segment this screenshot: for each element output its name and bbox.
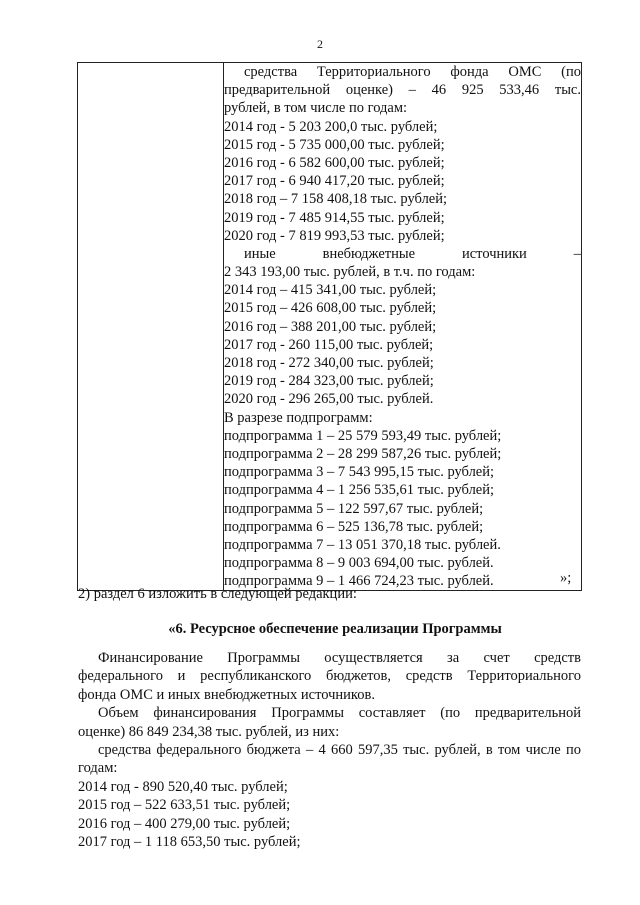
box-line: подпрограмма 1 – 25 579 593,49 тыс. рублей; <box>224 427 502 444</box>
body-line: фонда ОМС и иных внебюджетных источников. <box>78 686 375 703</box>
box-line: 2015 год - 5 735 000,00 тыс. рублей; <box>224 136 445 153</box>
box-line: подпрограмма 8 – 9 003 694,00 тыс. рублей. <box>224 555 494 572</box>
body-line: 2016 год – 400 279,00 тыс. рублей; <box>78 815 291 832</box>
body-line: Объем финансирования Программы составляет (по предварительной <box>98 705 581 722</box>
box-line: подпрограмма 5 – 122 597,67 тыс. рублей; <box>224 500 484 517</box>
box-line: подпрограмма 3 – 7 543 995,15 тыс. рублей; <box>224 464 495 481</box>
box-line: рублей, в том числе по годам: <box>224 100 408 117</box>
page-number: 2 <box>317 37 323 51</box>
box-line: В разрезе подпрограмм: <box>224 409 373 426</box>
box-line: подпрограмма 7 – 13 051 370,18 тыс. рублей. <box>224 536 501 553</box>
box-line: 2020 год - 7 819 993,53 тыс. рублей; <box>224 227 445 244</box>
box-line: 2017 год - 6 940 417,20 тыс. рублей; <box>224 173 445 190</box>
section-heading: «6. Ресурсное обеспечение реализации Программы <box>168 621 502 637</box>
box-line: подпрограмма 6 – 525 136,78 тыс. рублей; <box>224 518 484 535</box>
body-line: федерального и республиканского бюджетов, средств Территориального <box>78 668 581 685</box>
table-content-cell <box>224 63 582 591</box>
body-line: средства федерального бюджета – 4 660 597,35 тыс. рублей, в том числе по <box>98 741 581 758</box>
box-line: 2019 год - 284 323,00 тыс. рублей; <box>224 373 434 390</box>
table-row <box>78 63 582 591</box>
body-line: годам: <box>78 760 118 777</box>
box-line: 2014 год – 415 341,00 тыс. рублей; <box>224 282 437 299</box>
funding-table <box>77 62 582 591</box>
body-line: 2014 год - 890 520,40 тыс. рублей; <box>78 778 288 795</box>
box-line: 2020 год - 296 265,00 тыс. рублей. <box>224 391 434 408</box>
box-line: 2018 год – 7 158 408,18 тыс. рублей; <box>224 191 448 208</box>
body-line: 2017 год – 1 118 653,50 тыс. рублей; <box>78 833 301 850</box>
box-line: 2 343 193,00 тыс. рублей, в т.ч. по годам: <box>224 264 476 281</box>
box-line: подпрограмма 9 – 1 466 724,23 тыс. рублей. <box>224 573 494 590</box>
box-line: 2018 год - 272 340,00 тыс. рублей; <box>224 355 434 371</box>
box-line: 2015 год – 426 608,00 тыс. рублей; <box>224 300 437 317</box>
box-line: 2016 год - 6 582 600,00 тыс. рублей; <box>224 154 445 171</box>
closing-quote: »; <box>560 570 572 586</box>
body-line: 2015 год – 522 633,51 тыс. рублей; <box>78 797 291 814</box>
box-line: предварительной оценке) – 46 925 533,46 тыс. <box>224 82 581 99</box>
table-label-cell <box>78 63 224 591</box>
section-body <box>78 649 581 851</box>
box-line: 2014 год - 5 203 200,0 тыс. рублей; <box>224 118 438 135</box>
box-line: средства Территориального фонда ОМС (по <box>244 64 581 80</box>
amendment-note: 2) раздел 6 изложить в следующей редакции: <box>78 586 357 602</box>
box-line: 2019 год - 7 485 914,55 тыс. рублей; <box>224 209 445 226</box>
body-line: Финансирование Программы осуществляется за счет средств <box>98 650 581 666</box>
box-line: подпрограмма 4 – 1 256 535,61 тыс. рублей; <box>224 482 495 499</box>
box-line: 2017 год - 260 115,00 тыс. рублей; <box>224 336 434 353</box>
body-line: оценке) 86 849 234,38 тыс. рублей, из них: <box>78 723 340 740</box>
box-line: 2016 год – 388 201,00 тыс. рублей; <box>224 318 437 335</box>
box-line: иные внебюджетные источники – <box>244 245 581 262</box>
box-line: подпрограмма 2 – 28 299 587,26 тыс. рублей; <box>224 445 502 462</box>
